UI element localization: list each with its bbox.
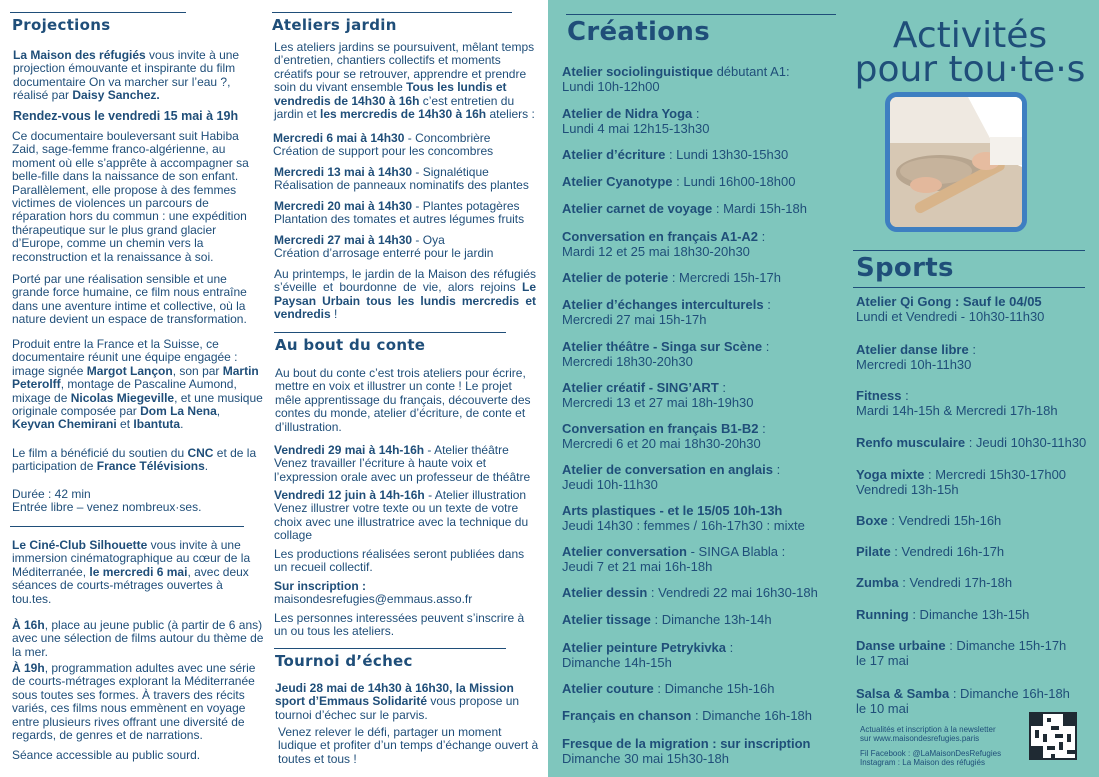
sport-item-detail: : Jeudi 10h30-11h30 (965, 435, 1087, 450)
creation-item-detail: : (772, 462, 781, 477)
text: , place au jeune public (à partir de 6 ans) avec une sélection de films autour du thème de la mer. (12, 618, 264, 659)
text-bold: Martin Peterolff (12, 363, 259, 392)
sport-item (856, 343, 1096, 372)
sport-item-name: Salsa & Samba (856, 686, 950, 701)
text: Au printemps, le jardin de la Maison des réfugiés s’éveille et bourdonne de vie, alors rejoins (274, 267, 536, 295)
paragraph-interessees: Les personnes interessées peuvent s’inscrire à un ou tous les ateliers. (274, 611, 525, 639)
text-bold: Mercredi 20 mai à 14h30 (274, 199, 413, 213)
text: et (116, 417, 134, 432)
sport-item (856, 514, 1096, 529)
text: , avec deux séances de courts-métrages ouvertes à tou.tes. (12, 564, 249, 606)
sport-item (856, 545, 1096, 560)
sport-item-name: Fitness (856, 388, 902, 403)
creation-item-name: Atelier Cyanotype (562, 174, 673, 189)
creation-item (562, 613, 837, 628)
paragraph-conte-intro: Au bout du conte c’est trois ateliers pour écrire, mettre en voix et illustrer un conte ! Le projet mêle apprentissage du français, découverte des contes du monde, atelier d’écriture, de conte et d’illustration. (275, 366, 531, 434)
section-title-creations: Créations (567, 17, 710, 47)
footer-link[interactable]: sur www.maisondesrefugies.paris (860, 734, 980, 743)
text: - Oya (412, 233, 445, 247)
main-title-line1: Activités (892, 15, 1048, 56)
creation-item-detail: : Dimanche 16h-18h (691, 708, 813, 723)
text-bold: Mercredi 6 mai à 14h30 (273, 131, 405, 145)
sport-item-detail: : Dimanche 16h-18h (949, 686, 1070, 701)
sport-item (856, 468, 1096, 497)
text-bold: Sur inscription : (274, 579, 367, 593)
creation-item-detail: : Lundi 13h30-15h30 (665, 147, 789, 162)
text: vous propose un tournoi d’échec sur le parvis. (275, 694, 520, 722)
creation-item-name: Atelier d’écriture (562, 147, 666, 162)
creation-item-detail: : (762, 339, 770, 354)
creation-item (562, 422, 837, 451)
creation-item-schedule: Jeudi 14h30 : femmes / 16h-17h30 : mixte (562, 517, 805, 533)
text: , son par (172, 363, 223, 378)
creation-item-schedule: Jeudi 10h-11h30 (562, 476, 658, 492)
sport-item-detail: : Dimanche 13h-15h (908, 607, 1030, 622)
activites-panel (841, 0, 1099, 777)
creation-item-schedule: Dimanche 30 mai 15h30-18h (562, 750, 729, 766)
paragraph-inscription (274, 580, 534, 607)
divider (10, 12, 186, 13)
sport-item-detail: : (901, 388, 909, 403)
text-bold: À 16h (12, 618, 45, 632)
text-bold: Vendredi 12 juin à 14h-16h (274, 488, 425, 502)
text-bold: La Maison des réfugiés (13, 48, 146, 62)
pottery-photo (885, 92, 1027, 232)
creation-item-schedule: Mercredi 27 mai 15h-17h (562, 311, 707, 327)
sport-item-name: Atelier Qi Gong : Sauf le 04/05 (856, 294, 1042, 309)
sport-item-name: Zumba (856, 575, 899, 590)
divider (274, 332, 506, 333)
paragraph-tournoi (275, 682, 541, 722)
sport-item-name: Boxe (856, 513, 888, 528)
divider (274, 648, 506, 649)
creation-item-detail: : (763, 297, 771, 312)
section-title-au-bout-du-conte: Au bout du conte (275, 336, 426, 354)
text: , et une musique originale composée par (12, 390, 263, 419)
qr-code-icon (1029, 712, 1077, 760)
instagram-link[interactable]: Instagram : La Maison des réfugiés (860, 758, 985, 767)
paragraph-realisation: Porté par une réalisation sensible et une grande force humaine, ce film nous entraîne dans une aventure intime et collective, où la nature devient un espace de transformation. (12, 272, 247, 327)
creation-item (562, 504, 837, 533)
text: et de la participation de (12, 446, 257, 474)
text: - Atelier illustration (424, 488, 527, 502)
creation-item-schedule: Jeudi 7 et 21 mai 16h-18h (562, 558, 713, 574)
creation-item (562, 381, 837, 410)
creation-item (562, 709, 837, 724)
creation-item (562, 65, 837, 94)
text-bold: Vendredi 29 mai à 14h-16h (274, 443, 425, 457)
creation-item-name: Français en chanson (562, 708, 692, 723)
creation-item-detail: : Vendredi 22 mai 16h30-18h (647, 585, 818, 600)
text-bold: Mercredi 13 mai à 14h30 (274, 165, 413, 179)
atelier-vendredi-12 (274, 489, 542, 543)
rendezvous-line: Rendez-vous le vendredi 15 mai à 19h (13, 109, 239, 123)
creation-item-schedule: Lundi 10h-12h00 (562, 78, 660, 94)
text: - Plantes potagères (412, 199, 520, 213)
creation-item (562, 586, 837, 601)
text-bold: Nicolas Miegeville (70, 390, 175, 405)
text: . (204, 459, 209, 474)
text: Création d’arrosage enterré pour le jardin (274, 246, 494, 261)
paragraph-defi: Venez relever le défi, partager un moment ludique et profiter d’un temps d’échange ouvert à toutes et tous ! (278, 725, 539, 766)
contact-email[interactable]: maisondesrefugies@emmaus.asso.fr (274, 592, 473, 607)
creation-item-name: Atelier carnet de voyage (562, 201, 713, 216)
creation-item-name: Atelier de conversation en anglais (562, 462, 773, 477)
section-title-tournoi: Tournoi d’échec (275, 652, 413, 670)
paragraph-support (12, 447, 268, 474)
text-bold: Tous les lundis et vendredis de 14h30 à 16h (274, 80, 507, 108)
text: Les ateliers jardins se poursuivent, mêlant temps d’entretien, chantiers collectifs et moments créatifs pour se retrouver, apprendre et prendre soin du vivant ensemble (274, 40, 535, 95)
pottery-illustration (890, 97, 1022, 227)
creation-item (562, 641, 837, 670)
atelier-mercredi-20 (274, 200, 546, 227)
creation-item-detail: débutant A1: (712, 64, 790, 79)
divider (10, 526, 244, 527)
text: , montage de Pascaline Aumond, mixage de (12, 377, 237, 405)
sport-item (856, 576, 1096, 591)
creation-item-detail: : Mardi 15h-18h (712, 201, 807, 216)
duration-text: Durée : 42 min (12, 487, 91, 501)
text: c’est entretien du jardin et (274, 93, 515, 122)
paragraph-intro (13, 49, 263, 103)
paragraph-16h (12, 619, 268, 659)
creation-item-detail: : Mercredi 15h-17h (668, 270, 781, 285)
atelier-mercredi-27 (274, 234, 546, 261)
text-bold: Mercredi 27 mai à 14h30 (274, 233, 413, 247)
text: Création de support pour les concombres (273, 144, 494, 159)
text-bold: Keyvan Chemirani (12, 417, 117, 432)
section-title-sports: Sports (856, 253, 954, 283)
sport-item-detail: : Mercredi 15h30-17h00 (924, 467, 1067, 482)
sport-item-schedule: Mardi 14h-15h & Mercredi 17h-18h (856, 402, 1058, 418)
sport-item-name: Pilate (856, 544, 891, 559)
creation-item-detail: : (692, 106, 700, 121)
creation-item-name: Conversation en français A1-A2 (562, 229, 759, 244)
sport-item-detail: : Vendredi 17h-18h (898, 575, 1013, 590)
paragraph-duration (12, 488, 262, 515)
text-bold: Dom La Nena (140, 404, 217, 419)
text: ateliers : (486, 107, 535, 122)
main-title-line2: pour tou·te·s (854, 49, 1086, 90)
projections-column (0, 0, 270, 777)
creation-item-name: Conversation en français B1-B2 (562, 421, 759, 436)
creation-item-name: Atelier de poterie (562, 270, 669, 285)
text: vous invite à une projection émouvante et inspirante du film documentaire On va marcher sur l’eau ?, réalisé par (13, 48, 240, 103)
sport-item (856, 608, 1096, 623)
paragraph-accessibility: Séance accessible au public sourd. (12, 748, 201, 762)
sport-item-detail: : (968, 342, 976, 357)
footer-text: Actualités et inscription à la newsletter (860, 725, 996, 734)
text-bold: Daisy Sanchez. (72, 88, 160, 103)
text: Venez illustrer votre texte ou un texte de votre choix avec une illustratrice avec la technique du collage (274, 501, 529, 543)
divider (272, 12, 512, 13)
text-bold: À 19h (12, 661, 45, 675)
sport-item (856, 389, 1096, 418)
text: Le film a bénéficié du soutien du (12, 446, 188, 460)
creation-item-name: Fresque de la migration : sur inscription (562, 736, 811, 751)
text: ! (330, 307, 338, 322)
creation-item-name: Atelier sociolinguistique (562, 64, 713, 79)
creation-item-name: Arts plastiques - et le 15/05 10h-13h (562, 503, 783, 518)
creation-item (562, 271, 837, 286)
divider (853, 287, 1085, 288)
sport-item-detail: : Vendredi 15h-16h (887, 513, 1002, 528)
creation-item-schedule: Mercredi 6 et 20 mai 18h30-20h30 (562, 435, 761, 451)
creation-item-schedule: Lundi 4 mai 12h15-13h30 (562, 120, 710, 136)
footer-newsletter (860, 725, 996, 743)
sport-item-detail: : Dimanche 15h-17h (945, 638, 1067, 653)
creation-item-detail: : (758, 229, 766, 244)
sport-item-schedule: le 17 mai (856, 652, 909, 668)
creation-item-schedule: Mercredi 13 et 27 mai 18h-19h30 (562, 394, 754, 410)
creation-item (562, 230, 837, 259)
text-bold: Margot Lançon (86, 363, 173, 378)
text-bold: CNC (187, 446, 214, 460)
paragraph-19h (12, 662, 268, 742)
text-bold: Le Ciné-Club Silhouette (12, 538, 148, 552)
text: , programmation adultes avec une série de courts-métrages explorant la Méditerranée sous toutes ses formes. À travers des récits variés, ces films nous emmènent en voyage entre plusieurs rives offrant une diversité de regards, de genres et de narrations. (12, 661, 256, 743)
creation-item-name: Atelier d’échanges interculturels (562, 297, 764, 312)
text-bold: le mercredi 6 mai (89, 564, 188, 579)
creation-item (562, 682, 837, 697)
sport-item-name: Renfo musculaire (856, 435, 966, 450)
text-bold: Le Paysan Urbain tous les lundis mercredis et vendredis (274, 280, 536, 322)
sport-item (856, 436, 1096, 451)
sport-item-name: Running (856, 607, 909, 622)
creation-item (562, 340, 837, 369)
text: , (216, 404, 221, 419)
creation-item-detail: : Lundi 16h00-18h00 (672, 174, 796, 189)
creation-item-name: Atelier conversation (562, 544, 687, 559)
creation-item (562, 148, 837, 163)
creation-item-detail: : Dimanche 13h-14h (650, 612, 772, 627)
text: Venez travailler l’écriture à haute voix et l’expression orale avec un professeur de théâtre (274, 456, 531, 484)
facebook-link[interactable]: Fil Facebook : @LaMaisonDesRefugies (860, 749, 1002, 758)
creation-item-name: Atelier dessin (562, 585, 648, 600)
paragraph-synopsis: Ce documentaire bouleversant suit Habiba Zaid, sage-femme franco-algérienne, au moment où elle s’apprête à accompagner sa belle-fille dans la naissance de son enfant. Parallèlement, elle propose à des femmes victimes de violences un parcours de réparation hors du commun : une expédition thérapeutique sur le plus grand glacier d’Europe, comme un chemin vers la reconstruction et la renaissance à soi. (12, 129, 249, 264)
sport-item-schedule: Mercredi 10h-11h30 (856, 356, 972, 372)
footer-social (860, 749, 1001, 767)
text: - Concombrière (404, 131, 491, 145)
creation-item-schedule: Mardi 12 et 25 mai 18h30-20h30 (562, 243, 750, 259)
creation-item (562, 202, 837, 217)
paragraph-jardin-intro (274, 41, 542, 121)
creation-item-name: Atelier théâtre - Singa sur Scène (562, 339, 763, 354)
atelier-mercredi-6 (273, 132, 545, 159)
creation-item-name: Atelier tissage (562, 612, 651, 627)
text: Plantation des tomates et autres légumes fruits (274, 212, 525, 227)
creation-item (562, 463, 837, 492)
paragraph-credits (12, 338, 266, 432)
text: - Atelier théâtre (424, 443, 509, 457)
paragraph-printemps (274, 268, 536, 322)
creation-item (562, 107, 837, 136)
creation-item-detail: - SINGA Blabla : (687, 544, 786, 559)
text: Produit entre la France et la Suisse, ce documentaire réunit une équipe engagée : image signée (12, 337, 238, 378)
creations-panel (548, 0, 841, 777)
sport-item-name: Yoga mixte (856, 467, 925, 482)
creation-item-name: Atelier créatif - SING’ART (562, 380, 719, 395)
creation-item-schedule: Mercredi 18h30-20h30 (562, 353, 693, 369)
creation-item-detail: : (758, 421, 766, 436)
creation-item-detail: : Dimanche 15h-16h (653, 681, 775, 696)
entry-text: Entrée libre – venez nombreux·ses. (12, 500, 202, 515)
text-bold: Ibantuta (133, 417, 181, 432)
sport-item (856, 295, 1096, 324)
creation-item-detail: : (718, 380, 726, 395)
creation-item (562, 737, 837, 766)
sport-item-name: Atelier danse libre (856, 342, 969, 357)
paragraph-productions: Les productions réalisées seront publiées dans un recueil collectif. (274, 547, 525, 575)
creation-item-name: Atelier couture (562, 681, 654, 696)
text-bold: France Télévisions (96, 459, 205, 474)
text-bold: Jeudi 28 mai de 14h30 à 16h30, la Mission sport d’Emmaus Solidarité (275, 681, 514, 709)
text: . (180, 417, 184, 432)
creation-item-schedule: Dimanche 14h-15h (562, 654, 672, 670)
section-title-projections: Projections (12, 16, 111, 34)
qr-pattern (1031, 714, 1075, 758)
text: - Signalétique (412, 165, 489, 179)
sport-item-schedule: Lundi et Vendredi - 10h30-11h30 (856, 308, 1045, 324)
creation-item-name: Atelier de Nidra Yoga (562, 106, 693, 121)
text: Réalisation de panneaux nominatifs des plantes (274, 178, 529, 193)
text: vous invite à une immersion cinématographique au cœur de la Méditerranée, (12, 538, 251, 579)
sport-item-detail: : Vendredi 16h-17h (890, 544, 1005, 559)
sport-item (856, 639, 1096, 668)
atelier-mercredi-13 (274, 166, 546, 193)
divider (853, 250, 1085, 251)
atelier-vendredi-29 (274, 444, 546, 484)
text-bold: les mercredis de 14h30 à 16h (320, 107, 487, 122)
sport-item-schedule: Vendredi 13h-15h (856, 481, 959, 497)
divider (566, 14, 836, 15)
creation-item (562, 545, 837, 574)
creation-item-name: Atelier peinture Petrykivka (562, 640, 727, 655)
creation-item (562, 298, 837, 327)
sport-item-schedule: le 10 mai (856, 700, 909, 716)
paragraph-cineclub (12, 539, 264, 606)
sport-item-name: Danse urbaine (856, 638, 946, 653)
creation-item-detail: : (726, 640, 734, 655)
section-title-ateliers-jardin: Ateliers jardin (272, 16, 397, 34)
creation-item (562, 175, 837, 190)
ateliers-column (270, 0, 548, 777)
